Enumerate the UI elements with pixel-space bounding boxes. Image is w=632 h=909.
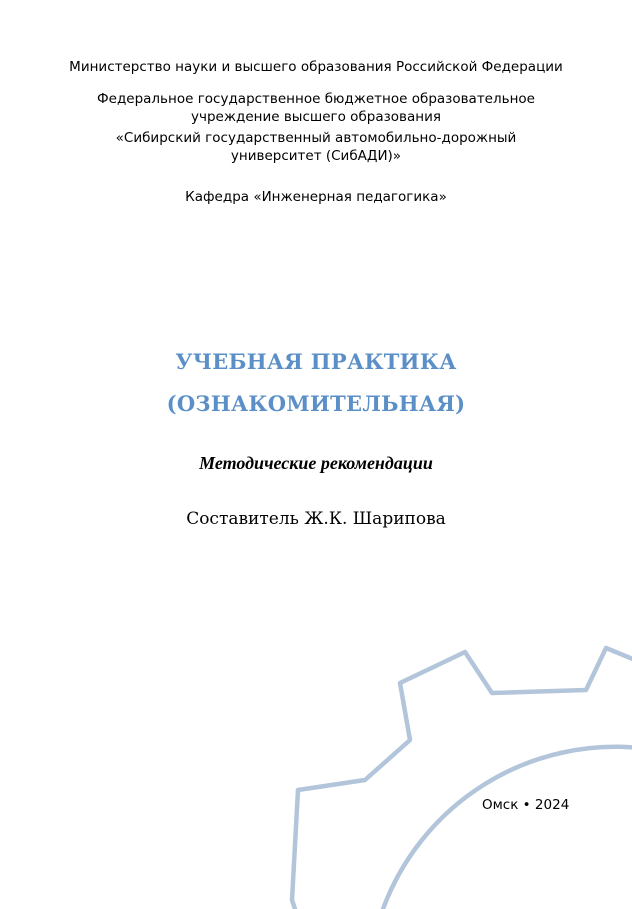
department-name: Кафедра «Инженерная педагогика» [185, 189, 447, 205]
document-subtitle: Методические рекомендации [199, 453, 433, 473]
author-credit: Составитель Ж.К. Шарипова [186, 509, 446, 529]
institution-line-4: университет (СибАДИ)» [230, 148, 402, 164]
city-year: Омск • 2024 [482, 797, 570, 813]
document-title-line-2: (ОЗНАКОМИТЕЛЬНАЯ) [166, 391, 466, 416]
institution-line-2: учреждение высшего образования [191, 109, 441, 125]
institution-line-1: Федеральное государственное бюджетное образовательное [97, 91, 535, 107]
institution-line-3: «Сибирский государственный автомобильно-дорожный [115, 130, 517, 146]
ministry-name: Министерство науки и высшего образования Российской Федерации [69, 59, 563, 75]
document-title-line-1: УЧЕБНАЯ ПРАКТИКА [175, 349, 457, 374]
